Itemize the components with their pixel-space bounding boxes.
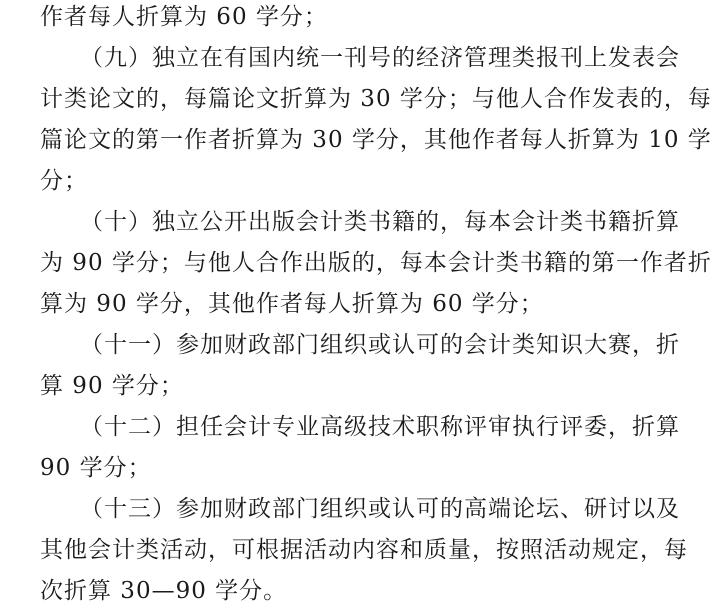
paragraph-line: 篇论文的第一作者折算为 30 学分，其他作者每人折算为 10 学 xyxy=(40,127,712,153)
paragraph-line: 分； xyxy=(40,168,88,194)
paragraph-line: 算为 90 学分，其他作者每人折算为 60 学分； xyxy=(40,291,544,317)
clause-10-heading-line: （十）独立公开出版会计类书籍的，每本会计类书籍折算 xyxy=(80,209,680,235)
paragraph-line: 为 90 学分；与他人合作出版的，每本会计类书籍的第一作者折 xyxy=(40,250,712,276)
paragraph-line: 90 学分； xyxy=(40,455,152,481)
clause-11-heading-line: （十一）参加财政部门组织或认可的会计类知识大赛，折 xyxy=(80,332,680,358)
paragraph-line: 算 90 学分； xyxy=(40,373,184,399)
paragraph-line: 次折算 30—90 学分。 xyxy=(40,578,288,604)
clause-12-heading-line: （十二）担任会计专业高级技术职称评审执行评委，折算 xyxy=(80,414,680,440)
paragraph-line: 作者每人折算为 60 学分； xyxy=(40,4,328,30)
paragraph-line: 其他会计类活动，可根据活动内容和质量，按照活动规定，每 xyxy=(40,537,688,563)
clause-13-heading-line: （十三）参加财政部门组织或认可的高端论坛、研讨以及 xyxy=(80,496,680,522)
clause-9-heading-line: （九）独立在有国内统一刊号的经济管理类报刊上发表会 xyxy=(80,45,680,71)
paragraph-line: 计类论文的，每篇论文折算为 30 学分；与他人合作发表的，每 xyxy=(40,86,712,112)
